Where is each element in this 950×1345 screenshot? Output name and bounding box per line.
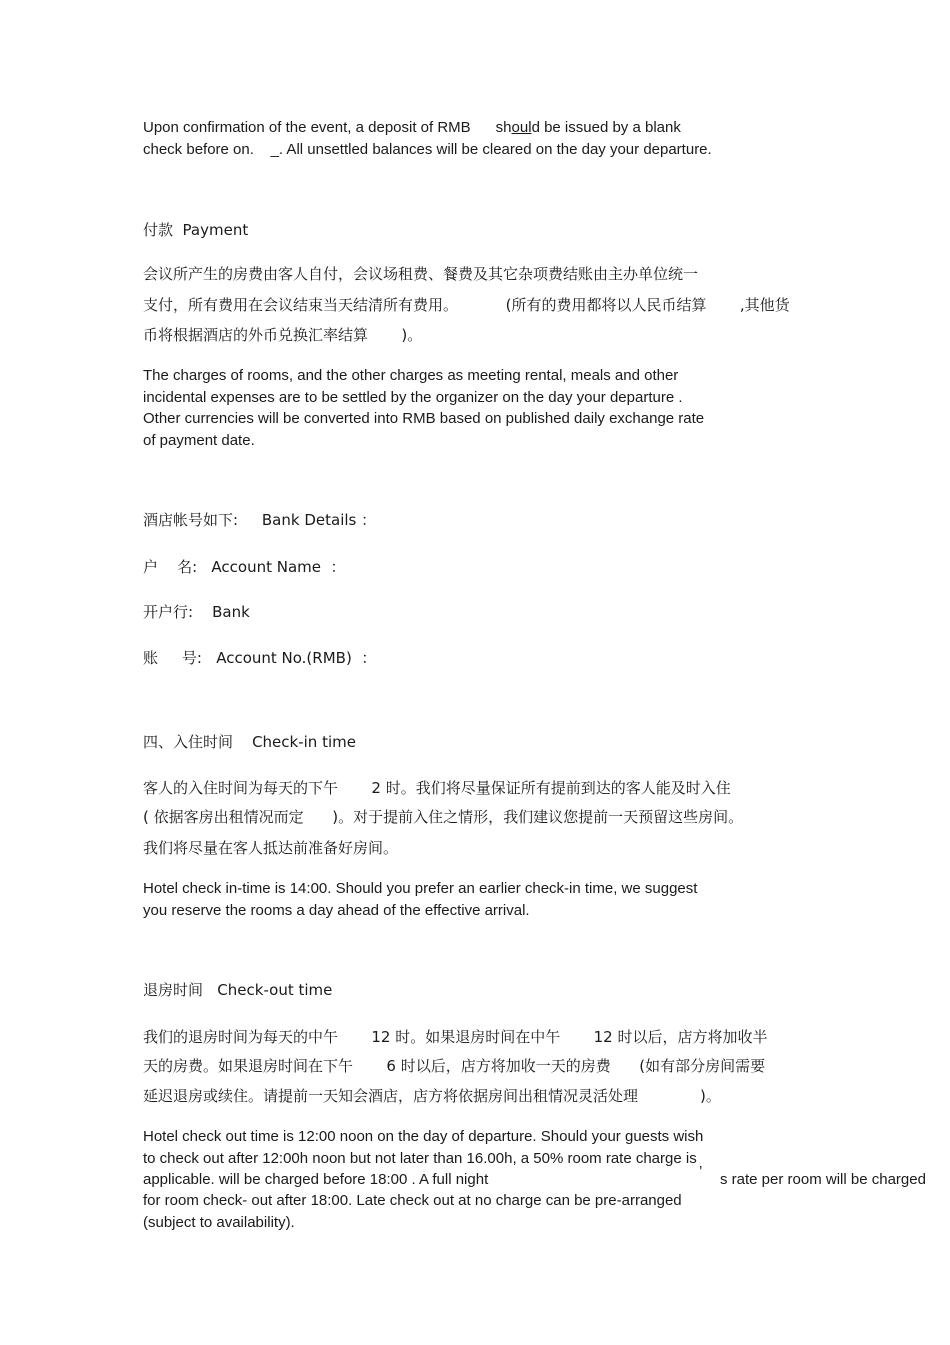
bank-name: 开户行: Bank <box>143 603 250 621</box>
deposit-line-2 <box>143 141 712 159</box>
checkout-en-line-1: Hotel check out time is 12:00 noon on the day of departure. Should your guests wish <box>143 1128 704 1145</box>
checkin-cn-line-1: 客人的入住时间为每天的下午 2 时。我们将尽量保证所有提前到达的客人能及时入住 <box>143 779 731 797</box>
payment-en-line-1: The charges of rooms, and the other charges as meeting rental, meals and other <box>143 367 679 384</box>
checkout-en-line-3: applicable. will be charged before 18:00 . A full night <box>143 1171 489 1188</box>
checkout-cn-line-2: 天的房费。如果退房时间在下午 6 时以后，店方将加收一天的房费 (如有部分房间需要 <box>143 1057 766 1075</box>
checkout-apostrophe: ’ <box>699 1163 703 1180</box>
deposit-text: check before on. <box>143 141 271 158</box>
payment-en-line-3: Other currencies will be converted into RMB based on published daily exchange rate <box>143 410 705 427</box>
checkout-cn-line-3: 延迟退房或续住。请提前一天知会酒店，店方将依据房间出租情况灵活处理 )。 <box>143 1087 721 1105</box>
checkin-en-line-2: you reserve the rooms a day ahead of the effective arrival. <box>143 902 530 919</box>
bank-heading: 酒店帐号如下: Bank Details ： <box>143 511 377 529</box>
deposit-text: Upon confirmation of the event, a deposit of RMB sh <box>143 119 512 136</box>
checkout-en-line-2: to check out after 12:00h noon but not later than 16.00h, a 50% room rate charge is <box>143 1150 697 1167</box>
checkin-en-line-1: Hotel check in-time is 14:00. Should you prefer an earlier check-in time, we suggest <box>143 880 698 897</box>
checkin-cn-line-2: ( 依据客房出租情况而定 )。对于提前入住之情形，我们建议您提前一天预留这些房间。 <box>143 808 744 826</box>
deposit-underlined-text: oul <box>511 119 532 136</box>
checkout-cn-line-1: 我们的退房时间为每天的中午 12 时。如果退房时间在中午 12 时以后，店方将加收半 <box>143 1028 768 1046</box>
bank-account-name: 户 名: Account Name ： <box>143 558 346 576</box>
deposit-line-1 <box>143 119 681 137</box>
checkout-en-line-4: for room check- out after 18:00. Late check out at no charge can be pre-arranged <box>143 1192 682 1209</box>
payment-cn-line-1: 会议所产生的房费由客人自付，会议场租费、餐费及其它杂项费结账由主办单位统一 <box>143 265 699 283</box>
payment-en-line-2: incidental expenses are to be settled by the organizer on the day your departure . <box>143 389 683 406</box>
checkin-cn-line-3: 我们将尽量在客人抵达前准备好房间。 <box>143 839 399 857</box>
payment-cn-line-2: 支付，所有费用在会议结束当天结清所有费用。 (所有的费用都将以人民币结算 ,其他货 <box>143 296 790 314</box>
payment-en-line-4: of payment date. <box>143 432 255 449</box>
checkout-rate-tail: s rate per room will be charged <box>720 1171 926 1188</box>
bank-account-number: 账 号: Account No.(RMB) ： <box>143 649 377 667</box>
checkout-en-line-5: (subject to availability). <box>143 1214 295 1231</box>
checkin-heading: 四、入住时间 Check-in time <box>143 733 356 751</box>
payment-cn-line-3: 币将根据酒店的外币兑换汇率结算 )。 <box>143 326 423 344</box>
deposit-text: d be issued by a blank <box>531 119 681 136</box>
checkout-heading: 退房时间 Check-out time <box>143 981 333 999</box>
deposit-blank: _. <box>270 141 284 158</box>
payment-heading: 付款 Payment <box>143 221 249 239</box>
deposit-text: All unsettled balances will be cleared on the day your departure. <box>283 141 712 158</box>
